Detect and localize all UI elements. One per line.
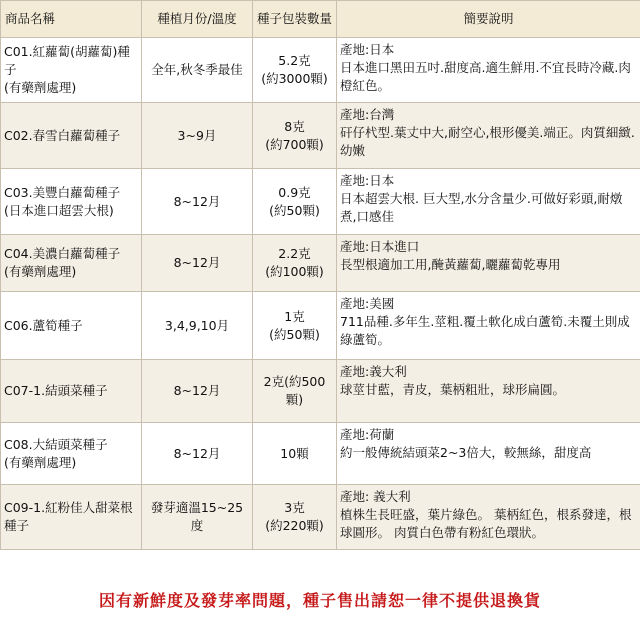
product-name-text: C08.大結頭菜種子 — [4, 436, 108, 452]
product-name-cell — [1, 38, 142, 103]
planting-month-cell — [142, 235, 253, 292]
description-cell — [337, 169, 640, 235]
description-text: 產地:荷蘭 — [340, 427, 395, 442]
planting-month-cell — [142, 169, 253, 235]
package-quantity-text: (約3000顆) — [261, 71, 328, 86]
header-planting-month: 種植月份/溫度 — [142, 1, 253, 38]
package-quantity-cell — [253, 423, 337, 485]
planting-month-text: 3,4,9,10月 — [164, 317, 230, 333]
table-row — [1, 423, 640, 485]
package-quantity-cell — [253, 292, 337, 360]
description-text: 產地: 義大利 — [340, 489, 411, 504]
table-row — [1, 103, 640, 169]
package-quantity-text: 8克 — [284, 118, 305, 134]
description-cell — [337, 423, 640, 485]
package-quantity-text: 5.2克 — [278, 53, 311, 68]
description-text: 日本超雲大根. 巨大型,水分含量少.可做好彩頭,耐燉煮,口感佳 — [340, 191, 623, 224]
description-text: 產地:日本 — [340, 42, 395, 57]
package-quantity-cell — [253, 38, 337, 103]
product-name-cell — [1, 423, 142, 485]
planting-month-cell — [142, 485, 253, 550]
description-cell — [337, 292, 640, 360]
product-name-text: C04.美濃白蘿蔔種子 — [4, 246, 121, 261]
product-name-text: C09-1.紅粉佳人甜菜根種子 — [4, 500, 133, 533]
planting-month-text: 8~12月 — [173, 445, 221, 461]
package-quantity-text: 2.2克 — [278, 246, 311, 261]
description-text: 植株生長旺盛，葉片綠色。 葉柄紅色，根系發達，根球圓形。 肉質白色帶有粉紅色環狀。 — [340, 507, 632, 540]
planting-month-cell — [142, 292, 253, 360]
planting-month-text: 3~9月 — [177, 127, 217, 143]
header-package-quantity: 種子包裝數量 — [253, 1, 337, 38]
table-row — [1, 38, 640, 103]
table-row — [1, 360, 640, 423]
description-text: 長型根適加工用,醃黃蘿蔔,曬蘿蔔乾專用 — [340, 257, 561, 272]
description-text: 711品種.多年生.莖粗.覆土軟化成白蘆筍.未覆土則成綠蘆筍。 — [340, 314, 630, 347]
product-name-text: C06.蘆筍種子 — [4, 317, 83, 333]
package-quantity-text: 3克 — [284, 500, 305, 515]
package-quantity-text: 2克(約500顆) — [263, 374, 326, 407]
product-name-text: C03.美豐白蘿蔔種子 — [4, 184, 121, 200]
description-text: 產地:日本進口 — [340, 239, 420, 254]
package-quantity-text: (約50顆) — [269, 326, 320, 342]
package-quantity-text: (約220顆) — [265, 518, 324, 533]
description-text: 產地:日本 — [340, 173, 395, 188]
product-name-cell — [1, 485, 142, 550]
planting-month-cell — [142, 360, 253, 423]
package-quantity-text: (約100顆) — [265, 264, 324, 279]
planting-month-text: 發芽適溫15~25度 — [150, 500, 244, 533]
description-text: 矸仔杙型.葉丈中大,耐空心,根形優美.端正。肉質細緻.幼嫩 — [340, 125, 635, 158]
product-name-cell — [1, 169, 142, 235]
description-text: 約一般傳統結頭菜2~3倍大，較無絲，甜度高 — [340, 445, 592, 460]
table-row — [1, 235, 640, 292]
product-name-text: (有藥劑處理) — [4, 264, 77, 279]
planting-month-cell — [142, 423, 253, 485]
planting-month-cell — [142, 103, 253, 169]
package-quantity-cell — [253, 235, 337, 292]
table-row — [1, 292, 640, 360]
planting-month-text: 8~12月 — [173, 193, 221, 209]
package-quantity-cell — [253, 169, 337, 235]
package-quantity-cell — [253, 360, 337, 423]
product-name-text: C01.紅蘿蔔(胡蘿蔔)種子 — [4, 44, 130, 77]
product-name-text: (日本進口超雲大根) — [4, 202, 114, 218]
product-name-text: C02.春雪白蘿蔔種子 — [4, 127, 121, 143]
package-quantity-cell — [253, 485, 337, 550]
package-quantity-text: 1克 — [284, 308, 305, 324]
package-quantity-text: (約700顆) — [265, 136, 324, 152]
table-header-row — [1, 1, 640, 38]
header-product-name: 商品名稱 — [1, 1, 142, 38]
description-text: 產地:義大利 — [340, 364, 407, 379]
description-text: 產地:美國 — [340, 296, 395, 311]
product-name-cell — [1, 360, 142, 423]
product-name-cell — [1, 103, 142, 169]
package-quantity-text: 0.9克 — [278, 184, 311, 200]
description-cell — [337, 485, 640, 550]
description-cell — [337, 38, 640, 103]
planting-month-text: 8~12月 — [173, 383, 221, 398]
planting-month-text: 全年,秋冬季最佳 — [151, 62, 243, 77]
no-return-notice: 因有新鮮度及發芽率問題，種子售出請恕一律不提供退換貨 — [98, 591, 541, 610]
product-name-text: (有藥劑處理) — [4, 454, 77, 470]
product-name-text: C07-1.結頭菜種子 — [4, 383, 108, 398]
package-quantity-text: 10顆 — [280, 445, 309, 461]
description-cell — [337, 235, 640, 292]
description-text: 球莖甘藍，青皮，葉柄粗壯，球形扁圓。 — [340, 382, 566, 397]
package-quantity-cell — [253, 103, 337, 169]
description-cell — [337, 360, 640, 423]
description-cell — [337, 103, 640, 169]
package-quantity-text: (約50顆) — [269, 202, 320, 218]
table-row — [1, 485, 640, 550]
description-text: 日本進口黑田五吋.甜度高.適生鮮用.不宜長時冷藏.肉橙紅色。 — [340, 60, 631, 93]
planting-month-cell — [142, 38, 253, 103]
description-text: 產地:台灣 — [340, 107, 395, 122]
header-description: 簡要說明 — [337, 1, 640, 38]
table-row — [1, 169, 640, 235]
planting-month-text: 8~12月 — [173, 255, 221, 270]
product-name-cell — [1, 235, 142, 292]
product-name-cell — [1, 292, 142, 360]
product-name-text: (有藥劑處理) — [4, 80, 77, 95]
